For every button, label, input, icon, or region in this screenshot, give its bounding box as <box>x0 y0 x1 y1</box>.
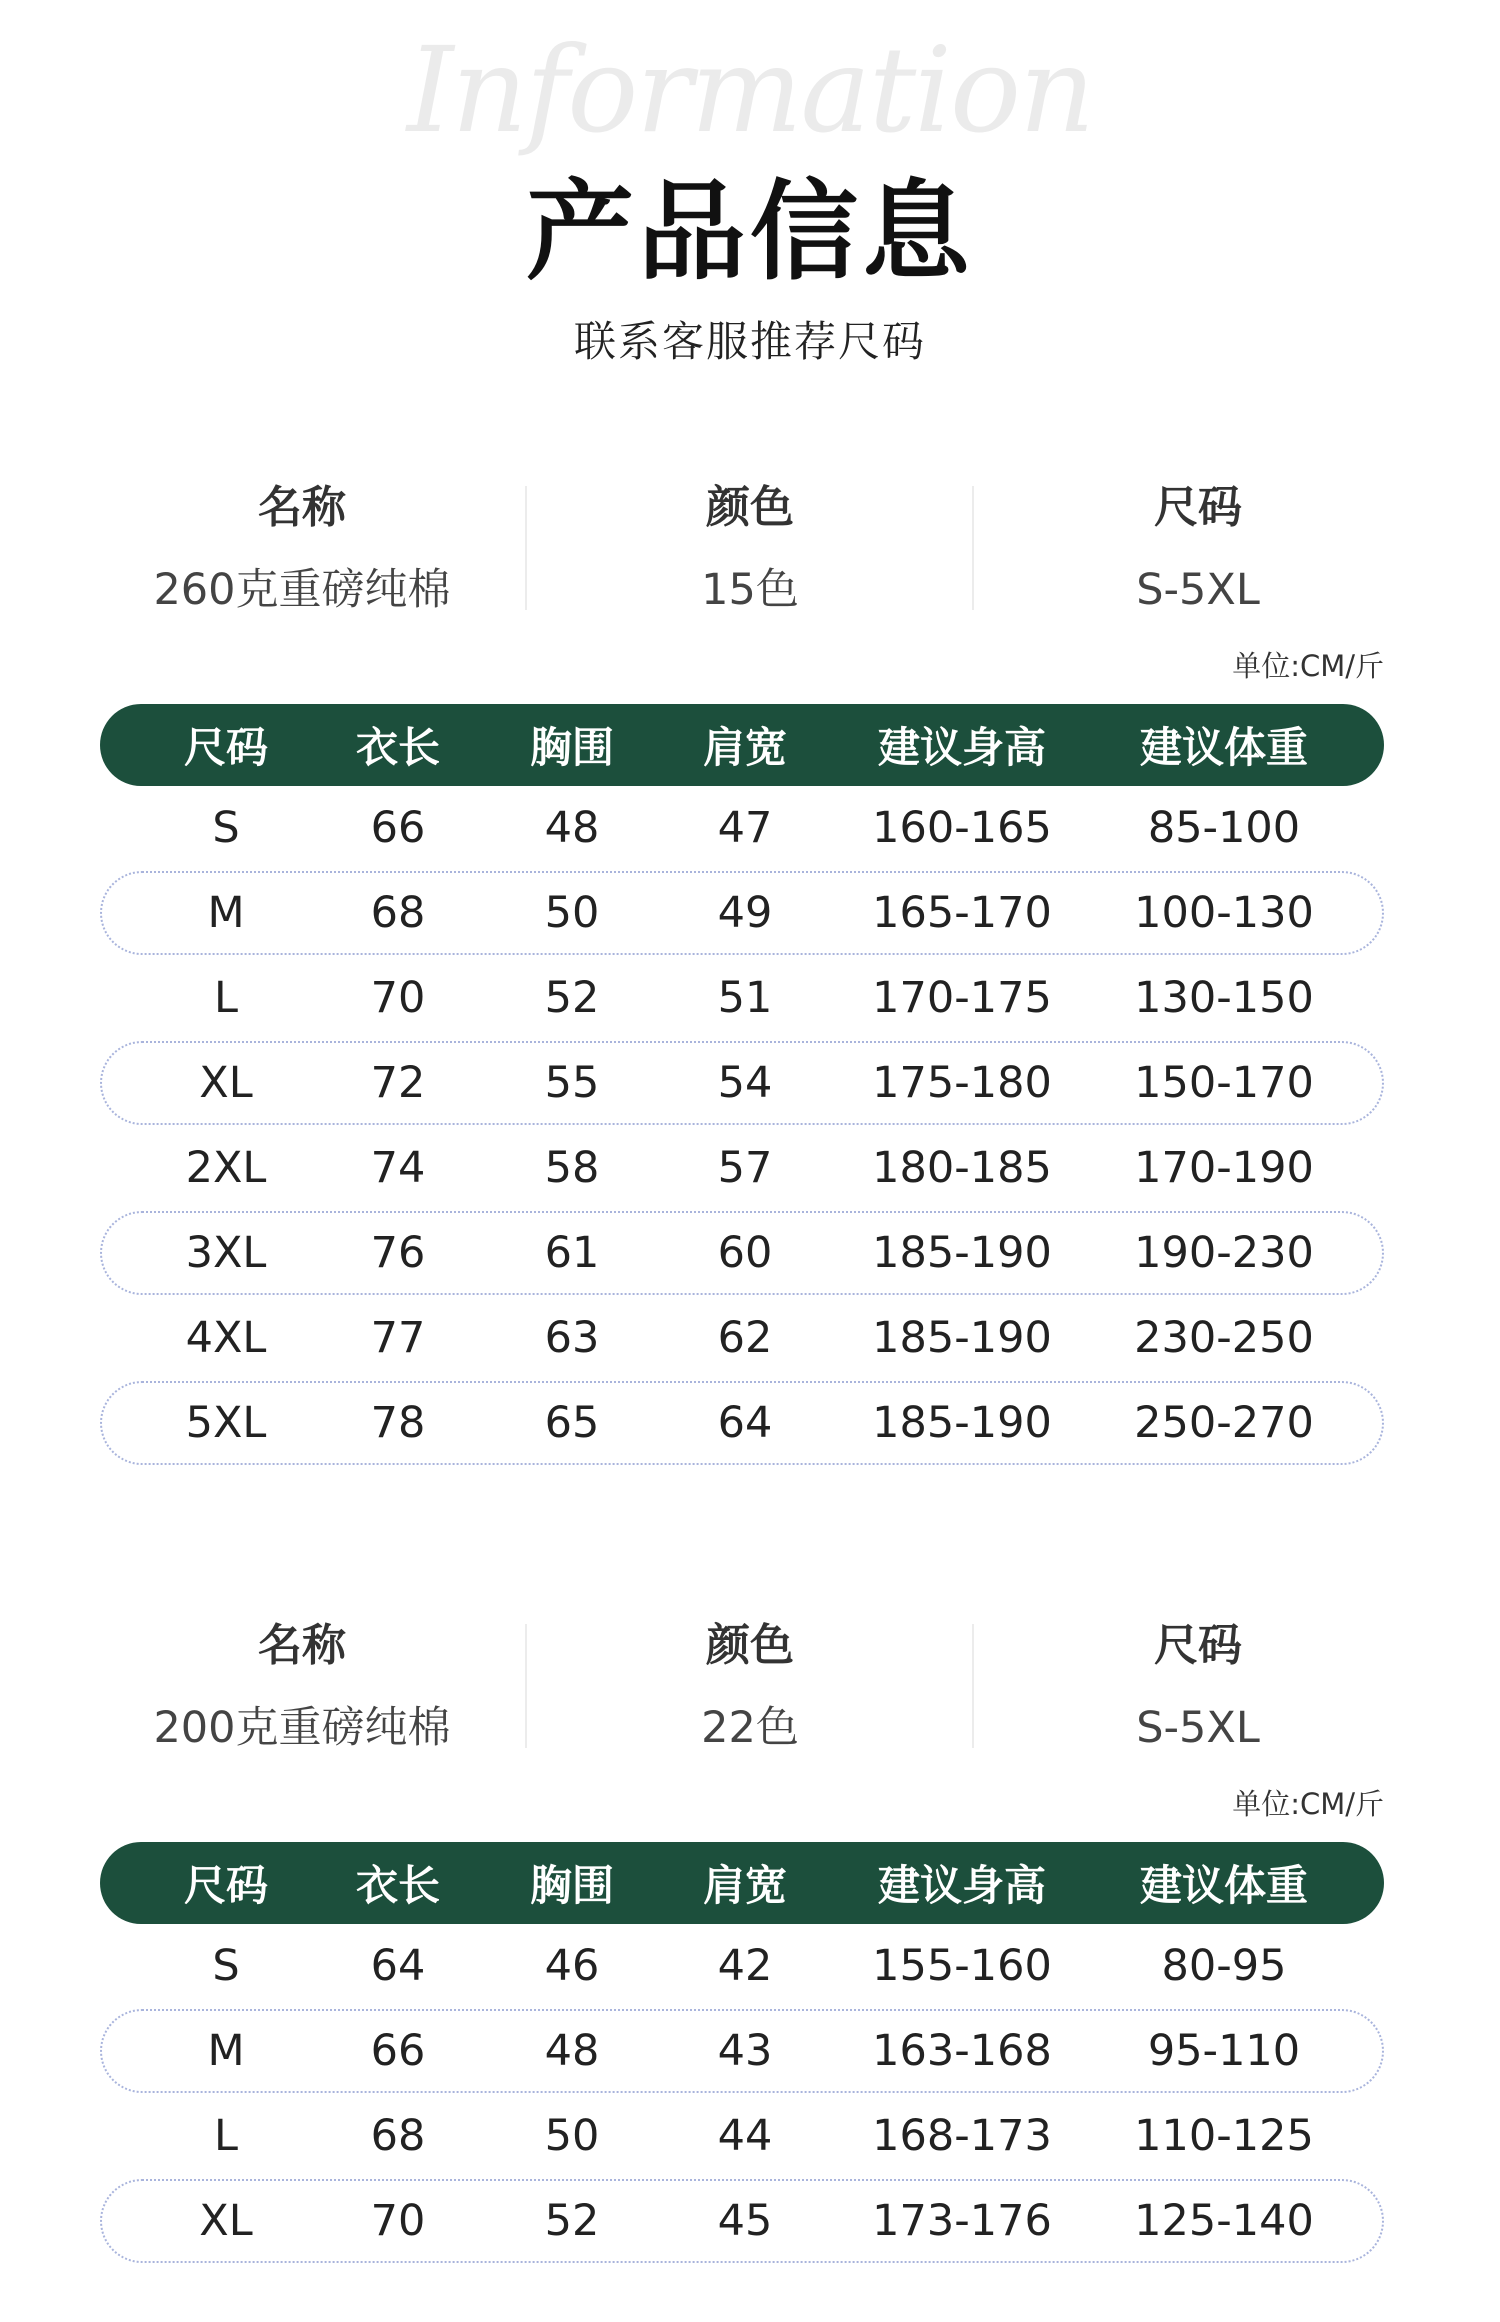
info-name-label: 名称 <box>258 482 346 533</box>
cell-height: 175-180 <box>872 1058 1052 1108</box>
column-header-size: 尺码 <box>183 723 268 772</box>
cell-height: 170-175 <box>872 973 1052 1023</box>
cell-size: S <box>212 803 240 853</box>
table-row <box>100 1041 1384 1125</box>
info-size-label: 尺码 <box>1154 1620 1242 1671</box>
size-table-header <box>100 1842 1384 1924</box>
cell-shoulder: 62 <box>717 1313 773 1363</box>
info-size <box>976 478 1420 620</box>
table-row <box>100 2094 1384 2178</box>
script-title: Information <box>406 21 1094 159</box>
cell-weight: 80-95 <box>1161 1941 1287 1991</box>
table-row <box>100 1211 1384 1295</box>
column-header-weight: 建议体重 <box>1139 1861 1308 1910</box>
cell-chest: 65 <box>544 1398 600 1448</box>
cell-size: M <box>207 888 245 938</box>
cell-chest: 58 <box>544 1143 600 1193</box>
info-color-value: 15色 <box>701 565 799 615</box>
product-info <box>0 1616 1500 1756</box>
cell-length: 66 <box>370 803 426 853</box>
cell-weight: 230-250 <box>1134 1313 1314 1363</box>
column-header-weight: 建议体重 <box>1139 723 1308 772</box>
cell-height: 180-185 <box>872 1143 1052 1193</box>
cell-weight: 110-125 <box>1134 2111 1314 2161</box>
table-row <box>100 871 1384 955</box>
cell-weight: 100-130 <box>1134 888 1314 938</box>
column-header-size: 尺码 <box>183 1861 268 1910</box>
cell-length: 70 <box>370 973 426 1023</box>
unit-note: 单位:CM/斤 <box>1232 1787 1384 1821</box>
cell-length: 68 <box>370 2111 426 2161</box>
info-divider <box>972 1624 974 1748</box>
unit-note: 单位:CM/斤 <box>1232 649 1384 683</box>
cell-shoulder: 64 <box>717 1398 773 1448</box>
table-row <box>100 1126 1384 1210</box>
cell-shoulder: 49 <box>717 888 773 938</box>
info-color <box>528 1616 972 1758</box>
info-size-label: 尺码 <box>1154 482 1242 533</box>
cell-shoulder: 45 <box>717 2196 773 2246</box>
cell-weight: 125-140 <box>1134 2196 1314 2246</box>
cell-chest: 55 <box>544 1058 600 1108</box>
info-size-value: S-5XL <box>1136 565 1260 615</box>
page-subtitle: 联系客服推荐尺码 <box>573 317 926 366</box>
cell-size: L <box>214 973 238 1023</box>
info-name-value: 260克重磅纯棉 <box>153 565 451 615</box>
cell-size: S <box>212 1941 240 1991</box>
column-header-height: 建议身高 <box>877 1861 1046 1910</box>
cell-length: 78 <box>370 1398 426 1448</box>
column-header-length: 衣长 <box>355 1861 440 1910</box>
product-section-260g <box>0 478 1500 1508</box>
info-name-value: 200克重磅纯棉 <box>153 1703 451 1753</box>
product-info <box>0 478 1500 618</box>
cell-chest: 52 <box>544 973 600 1023</box>
info-color <box>528 478 972 620</box>
product-section-200g <box>0 1616 1500 2322</box>
column-header-chest: 胸围 <box>529 723 614 772</box>
cell-size: XL <box>199 1058 253 1108</box>
column-header-chest: 胸围 <box>529 1861 614 1910</box>
cell-weight: 250-270 <box>1134 1398 1314 1448</box>
cell-length: 70 <box>370 2196 426 2246</box>
cell-chest: 50 <box>544 888 600 938</box>
table-row <box>100 786 1384 870</box>
info-size <box>976 1616 1420 1758</box>
info-name-label: 名称 <box>258 1620 346 1671</box>
cell-chest: 46 <box>544 1941 600 1991</box>
cell-length: 72 <box>370 1058 426 1108</box>
cell-shoulder: 44 <box>717 2111 773 2161</box>
info-divider <box>972 486 974 610</box>
table-row <box>100 1381 1384 1465</box>
cell-height: 163-168 <box>872 2026 1052 2076</box>
cell-shoulder: 51 <box>717 973 773 1023</box>
cell-shoulder: 57 <box>717 1143 773 1193</box>
page-title: 产品信息 <box>525 170 974 295</box>
cell-length: 68 <box>370 888 426 938</box>
info-name <box>80 478 524 620</box>
cell-length: 64 <box>370 1941 426 1991</box>
cell-shoulder: 60 <box>717 1228 773 1278</box>
info-size-value: S-5XL <box>1136 1703 1260 1753</box>
column-header-shoulder: 肩宽 <box>702 723 787 772</box>
cell-shoulder: 54 <box>717 1058 773 1108</box>
info-divider <box>525 486 527 610</box>
cell-weight: 95-110 <box>1147 2026 1301 2076</box>
column-header-shoulder: 肩宽 <box>702 1861 787 1910</box>
cell-size: 5XL <box>185 1398 267 1448</box>
cell-size: 2XL <box>185 1143 267 1193</box>
cell-size: 4XL <box>185 1313 267 1363</box>
cell-length: 74 <box>370 1143 426 1193</box>
cell-size: 3XL <box>185 1228 267 1278</box>
cell-chest: 63 <box>544 1313 600 1363</box>
info-color-value: 22色 <box>701 1703 799 1753</box>
column-header-height: 建议身高 <box>877 723 1046 772</box>
cell-height: 168-173 <box>872 2111 1052 2161</box>
table-row <box>100 1924 1384 2008</box>
cell-height: 155-160 <box>872 1941 1052 1991</box>
cell-height: 185-190 <box>872 1313 1052 1363</box>
table-row <box>100 2009 1384 2093</box>
cell-height: 185-190 <box>872 1398 1052 1448</box>
cell-shoulder: 47 <box>717 803 773 853</box>
cell-size: M <box>207 2026 245 2076</box>
cell-weight: 85-100 <box>1147 803 1301 853</box>
info-divider <box>525 1624 527 1748</box>
cell-length: 77 <box>370 1313 426 1363</box>
info-color-label: 颜色 <box>706 1620 794 1671</box>
table-row <box>100 2179 1384 2263</box>
cell-weight: 150-170 <box>1134 1058 1314 1108</box>
cell-height: 173-176 <box>872 2196 1052 2246</box>
cell-chest: 50 <box>544 2111 600 2161</box>
info-color-label: 颜色 <box>706 482 794 533</box>
column-header-length: 衣长 <box>355 723 440 772</box>
cell-size: XL <box>199 2196 253 2246</box>
cell-height: 185-190 <box>872 1228 1052 1278</box>
cell-height: 165-170 <box>872 888 1052 938</box>
cell-chest: 48 <box>544 2026 600 2076</box>
cell-chest: 52 <box>544 2196 600 2246</box>
size-table-header <box>100 704 1384 786</box>
cell-chest: 48 <box>544 803 600 853</box>
cell-shoulder: 42 <box>717 1941 773 1991</box>
cell-weight: 170-190 <box>1134 1143 1314 1193</box>
cell-size: L <box>214 2111 238 2161</box>
cell-length: 66 <box>370 2026 426 2076</box>
cell-weight: 190-230 <box>1134 1228 1314 1278</box>
cell-shoulder: 43 <box>717 2026 773 2076</box>
table-row <box>100 1296 1384 1380</box>
cell-weight: 130-150 <box>1134 973 1314 1023</box>
cell-height: 160-165 <box>872 803 1052 853</box>
cell-length: 76 <box>370 1228 426 1278</box>
table-row <box>100 956 1384 1040</box>
cell-chest: 61 <box>544 1228 600 1278</box>
info-name <box>80 1616 524 1758</box>
